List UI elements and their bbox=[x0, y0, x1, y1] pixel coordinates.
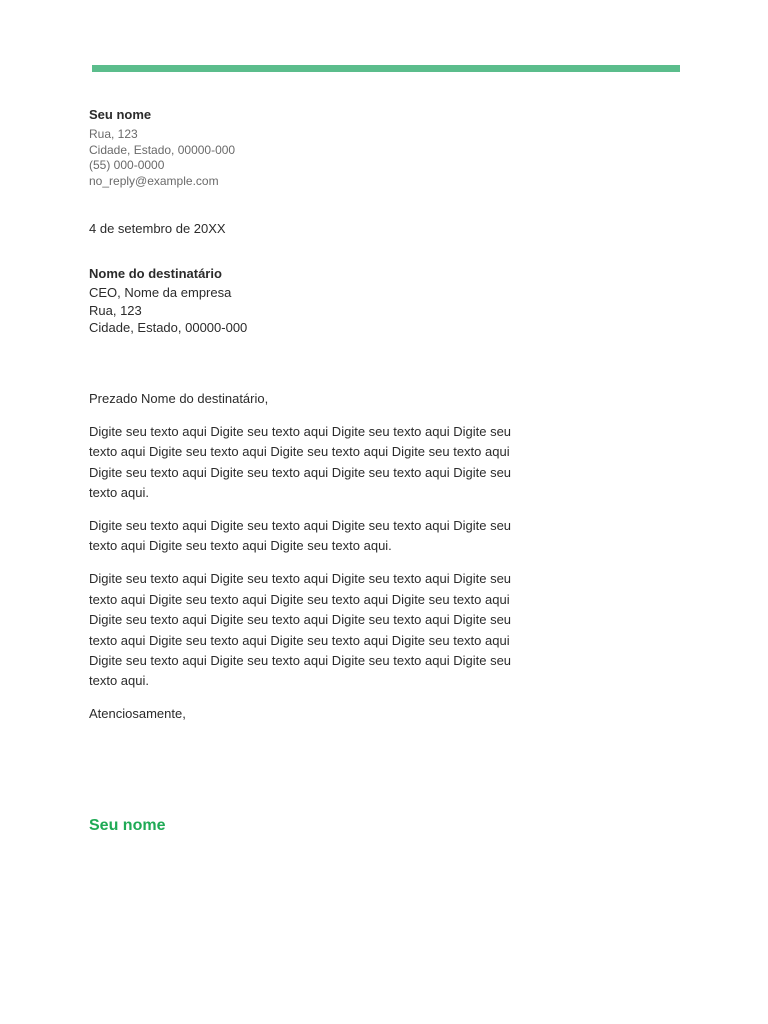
recipient-block bbox=[89, 265, 247, 337]
paragraph: Digite seu texto aqui Digite seu texto aqui Digite seu texto aqui Digite seu texto aqui Digite seu texto aqui Digite seu texto aqui Digite seu texto aqui Digite seu texto aqui Digite seu texto aqui Digite seu texto aqui Digite seu texto aqui. bbox=[89, 423, 512, 501]
salutation: Prezado Nome do destinatário, bbox=[89, 391, 269, 406]
recipient-street: Rua, 123 bbox=[89, 302, 142, 318]
accent-bar bbox=[92, 65, 680, 72]
sender-street: Rua, 123 bbox=[89, 127, 138, 141]
closing: Atenciosamente, bbox=[89, 706, 186, 722]
recipient-title: CEO, Nome da empresa bbox=[89, 285, 232, 300]
recipient-city: Cidade, Estado, 00000-000 bbox=[89, 320, 248, 335]
sender-name: Seu nome bbox=[89, 107, 152, 122]
sender-phone: (55) 000-0000 bbox=[89, 158, 165, 172]
paragraph: Digite seu texto aqui Digite seu texto aqui Digite seu texto aqui Digite seu texto aqui Digite seu texto aqui Digite seu texto aqui. bbox=[89, 518, 512, 554]
sender-city: Cidade, Estado, 00000-000 bbox=[89, 142, 236, 157]
recipient-name: Nome do destinatário bbox=[89, 266, 222, 281]
letter-date: 4 de setembro de 20XX bbox=[89, 221, 226, 236]
signature-name: Seu nome bbox=[89, 817, 166, 834]
sender-block bbox=[89, 106, 235, 189]
sender-email: no_reply@example.com bbox=[89, 173, 219, 188]
letter-body bbox=[89, 389, 539, 737]
paragraph: Digite seu texto aqui Digite seu texto aqui Digite seu texto aqui Digite seu texto aqui Digite seu texto aqui Digite seu texto aqui Digite seu texto aqui Digite seu texto aqui Digite seu texto aqui Digite seu texto aqui Digite seu texto aqui Digite seu texto aqui Digite seu texto aqui Digite seu texto aqui Digite seu texto aqui Digite seu texto aqui Digite seu texto aqui Digite seu texto aqui. bbox=[89, 571, 512, 689]
